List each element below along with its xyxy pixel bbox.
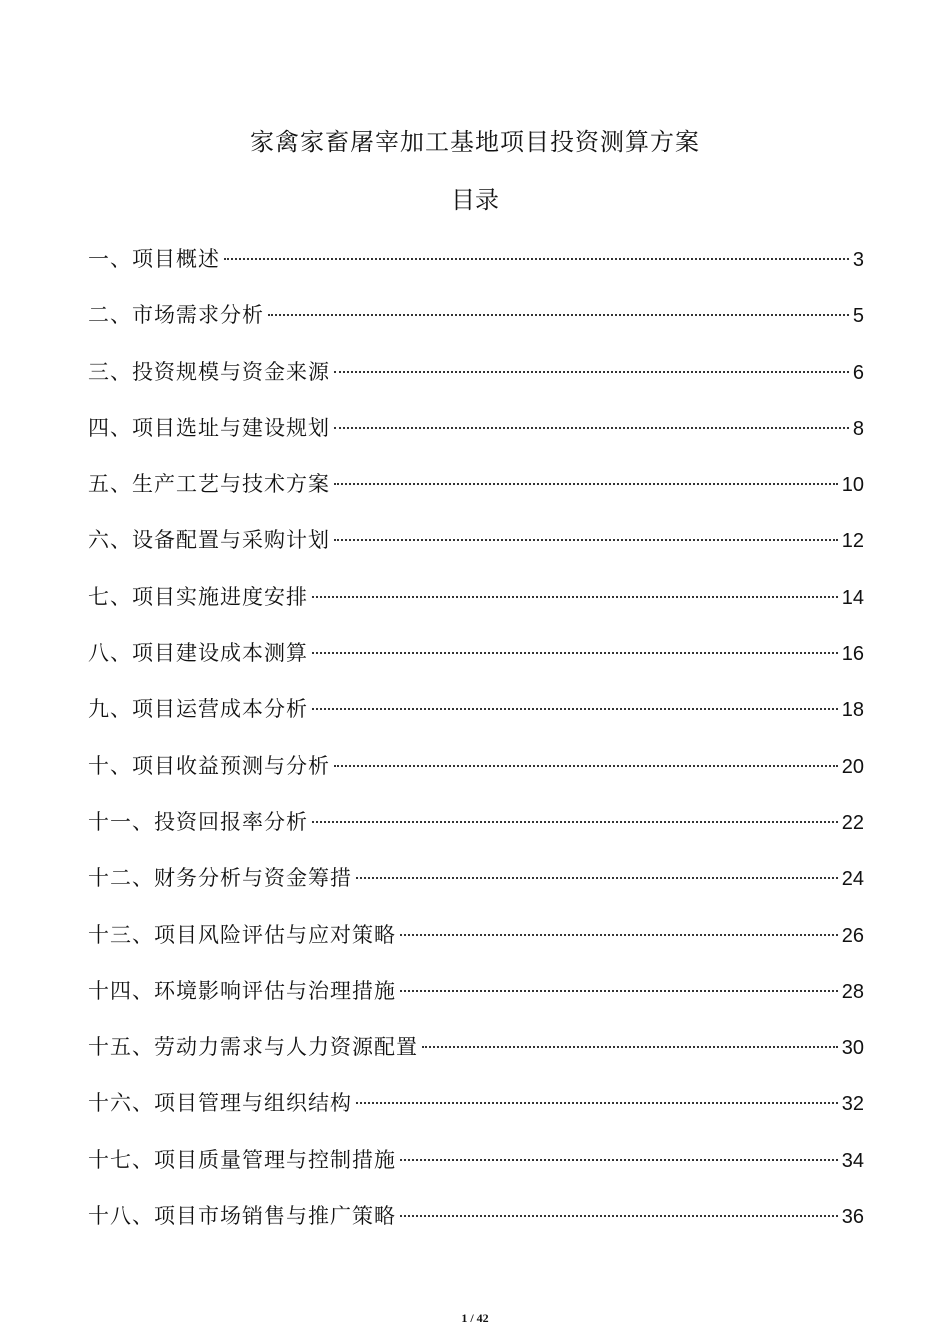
toc-entry-label: 十七、项目质量管理与控制措施 bbox=[88, 1147, 396, 1172]
toc-entry-page: 10 bbox=[841, 474, 864, 497]
toc-leader-dots bbox=[312, 821, 838, 823]
toc-entry-label: 九、项目运营成本分析 bbox=[88, 697, 308, 722]
toc-entry-page: 22 bbox=[841, 811, 864, 834]
toc-entry-label: 十、项目收益预测与分析 bbox=[88, 753, 330, 778]
toc-entry-page: 5 bbox=[852, 305, 864, 328]
toc-leader-dots bbox=[334, 765, 838, 767]
toc-entry-page: 12 bbox=[841, 530, 864, 553]
toc-leader-dots bbox=[400, 1215, 838, 1217]
toc-leader-dots bbox=[400, 990, 838, 992]
toc-entry-page: 34 bbox=[841, 1149, 864, 1172]
toc-leader-dots bbox=[334, 427, 849, 429]
toc-entry[interactable] bbox=[88, 862, 864, 918]
toc-entry[interactable] bbox=[88, 806, 864, 862]
toc-entry-label: 十六、项目管理与组织结构 bbox=[88, 1091, 352, 1116]
toc-entry-page: 32 bbox=[841, 1093, 864, 1116]
toc-entry-page: 28 bbox=[841, 980, 864, 1003]
toc-entry[interactable] bbox=[88, 975, 864, 1031]
toc-leader-dots bbox=[356, 1102, 838, 1104]
toc-entry[interactable] bbox=[88, 356, 864, 412]
toc-entry-label: 十五、劳动力需求与人力资源配置 bbox=[88, 1035, 418, 1060]
toc-entry-page: 18 bbox=[841, 699, 864, 722]
toc-entry-label: 五、生产工艺与技术方案 bbox=[88, 472, 330, 497]
toc-entry-page: 24 bbox=[841, 868, 864, 891]
toc-leader-dots bbox=[268, 314, 849, 316]
toc-entry-label: 十二、财务分析与资金筹措 bbox=[88, 866, 352, 891]
toc-entry-page: 20 bbox=[841, 755, 864, 778]
toc-entry-page: 16 bbox=[841, 643, 864, 666]
toc-entry[interactable] bbox=[88, 693, 864, 749]
toc-leader-dots bbox=[400, 934, 838, 936]
toc-leader-dots bbox=[312, 708, 838, 710]
toc-entry-page: 36 bbox=[841, 1206, 864, 1229]
toc-leader-dots bbox=[334, 539, 838, 541]
toc-entry-page: 30 bbox=[841, 1037, 864, 1060]
toc-entry-label: 一、项目概述 bbox=[88, 247, 220, 271]
page-indicator: 1 / 42 bbox=[461, 1311, 489, 1325]
toc-entry[interactable] bbox=[88, 468, 864, 524]
toc-entry[interactable] bbox=[88, 919, 864, 975]
toc-entry[interactable] bbox=[88, 637, 864, 693]
toc-leader-dots bbox=[312, 652, 838, 654]
toc-entry-label: 三、投资规模与资金来源 bbox=[88, 359, 330, 384]
toc-entry[interactable] bbox=[88, 581, 864, 637]
toc-entry-label: 十八、项目市场销售与推广策略 bbox=[88, 1204, 396, 1229]
toc-leader-dots bbox=[224, 258, 849, 260]
toc-entry-label: 十一、投资回报率分析 bbox=[88, 809, 308, 834]
toc-leader-dots bbox=[422, 1046, 838, 1048]
toc-leader-dots bbox=[312, 596, 838, 598]
toc-entry[interactable] bbox=[88, 1144, 864, 1200]
toc-entry-page: 6 bbox=[852, 361, 864, 384]
toc-entry[interactable] bbox=[88, 412, 864, 468]
toc-entry-label: 十三、项目风险评估与应对策略 bbox=[88, 922, 396, 947]
toc-entry-label: 十四、环境影响评估与治理措施 bbox=[88, 978, 396, 1003]
toc-entry-page: 3 bbox=[852, 249, 864, 271]
toc-entry-label: 四、项目选址与建设规划 bbox=[88, 415, 330, 440]
toc-entry[interactable] bbox=[88, 299, 864, 355]
toc-entry[interactable] bbox=[88, 1200, 864, 1256]
toc-entry[interactable] bbox=[88, 524, 864, 580]
toc-leader-dots bbox=[334, 371, 849, 373]
toc-entry-label: 二、市场需求分析 bbox=[88, 303, 264, 328]
toc-heading: 目录 bbox=[451, 186, 499, 214]
toc-entry-page: 14 bbox=[841, 586, 864, 609]
toc-leader-dots bbox=[334, 483, 838, 485]
toc-entry[interactable] bbox=[88, 750, 864, 806]
toc-entry-label: 八、项目建设成本测算 bbox=[88, 641, 308, 666]
toc-leader-dots bbox=[400, 1159, 838, 1161]
table-of-contents bbox=[88, 243, 864, 1256]
document-title: 家禽家畜屠宰加工基地项目投资测算方案 bbox=[250, 128, 700, 156]
toc-entry[interactable] bbox=[88, 243, 864, 299]
toc-entry-label: 七、项目实施进度安排 bbox=[88, 584, 308, 609]
toc-entry-page: 8 bbox=[852, 417, 864, 440]
toc-entry[interactable] bbox=[88, 1087, 864, 1143]
toc-entry[interactable] bbox=[88, 1031, 864, 1087]
toc-leader-dots bbox=[356, 877, 838, 879]
toc-entry-label: 六、设备配置与采购计划 bbox=[88, 528, 330, 553]
toc-entry-page: 26 bbox=[841, 924, 864, 947]
